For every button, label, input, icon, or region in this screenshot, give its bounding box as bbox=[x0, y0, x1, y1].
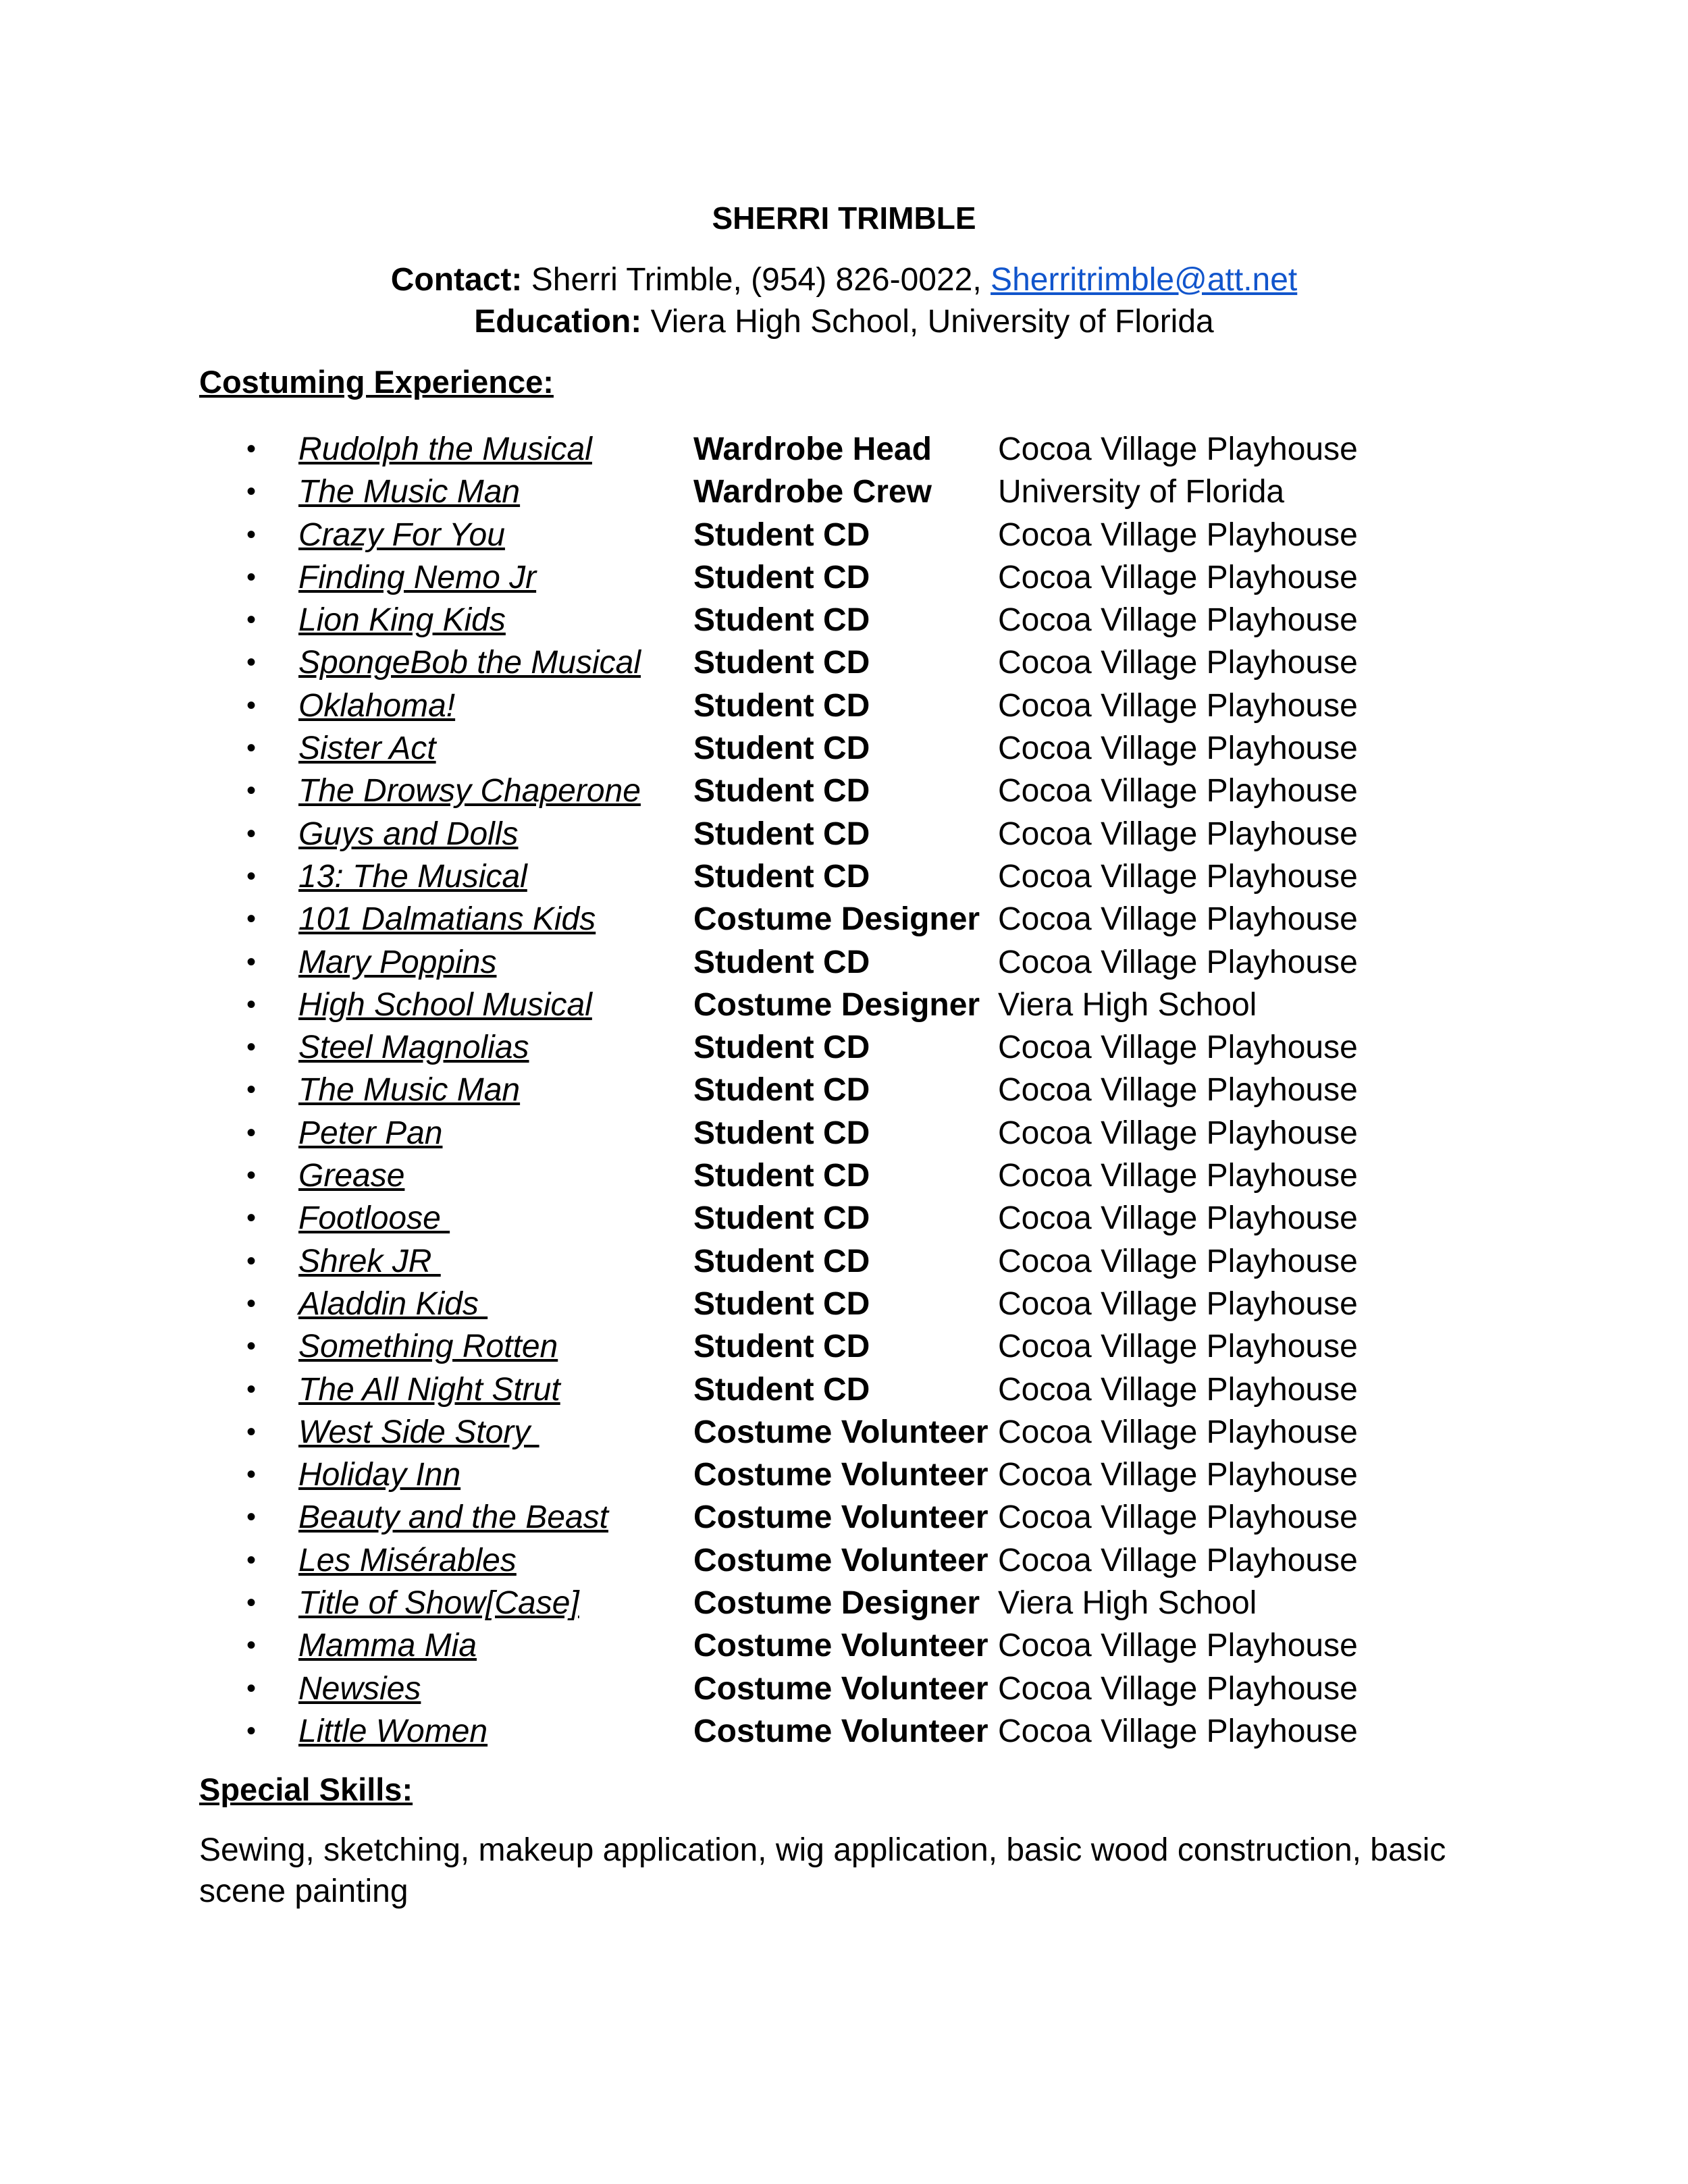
education-label: Education: bbox=[474, 304, 642, 340]
list-item bbox=[0, 428, 1688, 471]
venue-label: Cocoa Village Playhouse bbox=[998, 1329, 1358, 1365]
venue-label: Cocoa Village Playhouse bbox=[998, 1371, 1358, 1408]
venue-label: Cocoa Village Playhouse bbox=[998, 431, 1358, 467]
bullet-icon: • bbox=[246, 776, 257, 806]
role-label: Student CD bbox=[693, 516, 870, 553]
contact-label: Contact: bbox=[390, 262, 523, 298]
venue-label: Cocoa Village Playhouse bbox=[998, 816, 1358, 852]
list-item bbox=[0, 471, 1688, 513]
bullet-icon: • bbox=[246, 1117, 257, 1148]
venue-label: Viera High School bbox=[998, 1585, 1257, 1622]
list-item bbox=[0, 1283, 1688, 1325]
role-label: Student CD bbox=[693, 1115, 870, 1151]
venue-label: Viera High School bbox=[998, 986, 1257, 1023]
show-title: Something Rotten bbox=[298, 1329, 558, 1365]
list-item bbox=[0, 855, 1688, 898]
costuming-list bbox=[0, 428, 1688, 1753]
venue-label: Cocoa Village Playhouse bbox=[998, 901, 1358, 938]
show-title: The Music Man bbox=[298, 474, 521, 510]
show-title: Aladdin Kids bbox=[298, 1285, 488, 1322]
role-label: Student CD bbox=[693, 602, 870, 639]
list-item bbox=[0, 599, 1688, 641]
show-title: Lion King Kids bbox=[298, 602, 506, 639]
venue-label: Cocoa Village Playhouse bbox=[998, 773, 1358, 809]
bullet-icon: • bbox=[246, 1588, 257, 1618]
bullet-icon: • bbox=[246, 1460, 257, 1490]
show-title: West Side Story bbox=[298, 1414, 539, 1450]
venue-label: Cocoa Village Playhouse bbox=[998, 687, 1358, 724]
role-label: Student CD bbox=[693, 858, 870, 895]
role-label: Student CD bbox=[693, 687, 870, 724]
venue-label: Cocoa Village Playhouse bbox=[998, 730, 1358, 767]
show-title: Newsies bbox=[298, 1670, 421, 1707]
show-title: Mary Poppins bbox=[298, 944, 497, 980]
education-line bbox=[0, 302, 1688, 342]
bullet-icon: • bbox=[246, 904, 257, 934]
venue-label: University of Florida bbox=[998, 474, 1285, 510]
list-item bbox=[0, 1112, 1688, 1154]
venue-label: Cocoa Village Playhouse bbox=[998, 1628, 1358, 1664]
venue-label: Cocoa Village Playhouse bbox=[998, 602, 1358, 639]
bullet-icon: • bbox=[246, 1246, 257, 1276]
role-label: Costume Designer bbox=[693, 986, 980, 1023]
venue-label: Cocoa Village Playhouse bbox=[998, 559, 1358, 595]
role-label: Student CD bbox=[693, 1371, 870, 1408]
show-title: Title of Show[Case] bbox=[298, 1585, 579, 1622]
show-title: Beauty and the Beast bbox=[298, 1499, 608, 1536]
list-item bbox=[0, 514, 1688, 556]
venue-label: Cocoa Village Playhouse bbox=[998, 1670, 1358, 1707]
venue-label: Cocoa Village Playhouse bbox=[998, 1542, 1358, 1578]
show-title: Crazy For You bbox=[298, 516, 505, 553]
role-label: Student CD bbox=[693, 1200, 870, 1237]
list-item bbox=[0, 1710, 1688, 1753]
list-item bbox=[0, 1069, 1688, 1111]
show-title: Oklahoma! bbox=[298, 687, 456, 724]
list-item bbox=[0, 1026, 1688, 1069]
role-label: Student CD bbox=[693, 1158, 870, 1194]
show-title: Finding Nemo Jr bbox=[298, 559, 537, 595]
bullet-icon: • bbox=[246, 690, 257, 720]
bullet-icon: • bbox=[246, 1374, 257, 1404]
role-label: Wardrobe Crew bbox=[693, 474, 932, 510]
bullet-icon: • bbox=[246, 519, 257, 550]
show-title: The Drowsy Chaperone bbox=[298, 773, 641, 809]
bullet-icon: • bbox=[246, 1075, 257, 1105]
bullet-icon: • bbox=[246, 605, 257, 635]
bullet-icon: • bbox=[246, 947, 257, 977]
show-title: Peter Pan bbox=[298, 1115, 443, 1151]
bullet-icon: • bbox=[246, 1545, 257, 1575]
venue-label: Cocoa Village Playhouse bbox=[998, 645, 1358, 681]
show-title: Little Women bbox=[298, 1713, 488, 1749]
bullet-icon: • bbox=[246, 989, 257, 1019]
list-item bbox=[0, 1668, 1688, 1710]
role-label: Costume Designer bbox=[693, 901, 980, 938]
bullet-icon: • bbox=[246, 434, 257, 464]
list-item bbox=[0, 727, 1688, 770]
list-item bbox=[0, 1454, 1688, 1496]
list-item bbox=[0, 685, 1688, 727]
contact-line bbox=[0, 260, 1688, 300]
show-title: Sister Act bbox=[298, 730, 436, 767]
contact-text: Sherri Trimble, (954) 826-0022, bbox=[522, 262, 991, 298]
bullet-icon: • bbox=[246, 477, 257, 507]
bullet-icon: • bbox=[246, 1032, 257, 1063]
show-title: Shrek JR bbox=[298, 1243, 441, 1279]
bullet-icon: • bbox=[246, 1630, 257, 1661]
venue-label: Cocoa Village Playhouse bbox=[998, 1285, 1358, 1322]
bullet-icon: • bbox=[246, 562, 257, 592]
role-label: Student CD bbox=[693, 1243, 870, 1279]
list-item bbox=[0, 813, 1688, 855]
show-title: The Music Man bbox=[298, 1072, 521, 1109]
bullet-icon: • bbox=[246, 861, 257, 891]
bullet-icon: • bbox=[246, 1331, 257, 1362]
venue-label: Cocoa Village Playhouse bbox=[998, 1414, 1358, 1450]
bullet-icon: • bbox=[246, 1673, 257, 1703]
bullet-icon: • bbox=[246, 1416, 257, 1447]
venue-label: Cocoa Village Playhouse bbox=[998, 1115, 1358, 1151]
role-label: Student CD bbox=[693, 730, 870, 767]
show-title: Mamma Mia bbox=[298, 1628, 477, 1664]
role-label: Student CD bbox=[693, 816, 870, 852]
costuming-heading: Costuming Experience: bbox=[199, 364, 554, 400]
role-label: Student CD bbox=[693, 1030, 870, 1066]
email-link[interactable]: Sherritrimble@att.net bbox=[991, 262, 1298, 298]
venue-label: Cocoa Village Playhouse bbox=[998, 1713, 1358, 1749]
show-title: Steel Magnolias bbox=[298, 1030, 529, 1066]
show-title: High School Musical bbox=[298, 986, 592, 1023]
show-title: 13: The Musical bbox=[298, 858, 527, 895]
bullet-icon: • bbox=[246, 1161, 257, 1191]
role-label: Student CD bbox=[693, 559, 870, 595]
bullet-icon: • bbox=[246, 818, 257, 849]
venue-label: Cocoa Village Playhouse bbox=[998, 516, 1358, 553]
list-item bbox=[0, 770, 1688, 812]
list-item bbox=[0, 1496, 1688, 1539]
list-item bbox=[0, 1325, 1688, 1368]
bullet-icon: • bbox=[246, 1203, 257, 1233]
show-title: The All Night Strut bbox=[298, 1371, 560, 1408]
show-title: Holiday Inn bbox=[298, 1457, 461, 1493]
list-item bbox=[0, 1368, 1688, 1411]
list-item bbox=[0, 1582, 1688, 1624]
show-title: Guys and Dolls bbox=[298, 816, 519, 852]
role-label: Costume Volunteer bbox=[693, 1713, 988, 1749]
list-item bbox=[0, 1539, 1688, 1582]
show-title: Rudolph the Musical bbox=[298, 431, 592, 467]
role-label: Costume Volunteer bbox=[693, 1670, 988, 1707]
venue-label: Cocoa Village Playhouse bbox=[998, 1243, 1358, 1279]
venue-label: Cocoa Village Playhouse bbox=[998, 858, 1358, 895]
role-label: Costume Volunteer bbox=[693, 1499, 988, 1536]
venue-label: Cocoa Village Playhouse bbox=[998, 1072, 1358, 1109]
bullet-icon: • bbox=[246, 1715, 257, 1746]
show-title: SpongeBob the Musical bbox=[298, 645, 641, 681]
bullet-icon: • bbox=[246, 733, 257, 764]
list-item bbox=[0, 1240, 1688, 1283]
role-label: Costume Volunteer bbox=[693, 1628, 988, 1664]
bullet-icon: • bbox=[246, 1502, 257, 1533]
venue-label: Cocoa Village Playhouse bbox=[998, 1499, 1358, 1536]
venue-label: Cocoa Village Playhouse bbox=[998, 944, 1358, 980]
show-title: Grease bbox=[298, 1158, 405, 1194]
list-item bbox=[0, 941, 1688, 984]
role-label: Student CD bbox=[693, 1285, 870, 1322]
role-label: Wardrobe Head bbox=[693, 431, 932, 467]
role-label: Costume Designer bbox=[693, 1585, 980, 1622]
education-text: Viera High School, University of Florida bbox=[641, 304, 1214, 340]
role-label: Costume Volunteer bbox=[693, 1542, 988, 1578]
role-label: Student CD bbox=[693, 773, 870, 809]
list-item bbox=[0, 898, 1688, 940]
show-title: 101 Dalmatians Kids bbox=[298, 901, 596, 938]
list-item bbox=[0, 641, 1688, 684]
venue-label: Cocoa Village Playhouse bbox=[998, 1457, 1358, 1493]
role-label: Student CD bbox=[693, 1072, 870, 1109]
skills-text: Sewing, sketching, makeup application, wig application, basic wood construction, basic scene painting bbox=[199, 1832, 1446, 1909]
role-label: Costume Volunteer bbox=[693, 1414, 988, 1450]
list-item bbox=[0, 1624, 1688, 1667]
venue-label: Cocoa Village Playhouse bbox=[998, 1158, 1358, 1194]
list-item bbox=[0, 1197, 1688, 1240]
bullet-icon: • bbox=[246, 647, 257, 678]
list-item bbox=[0, 1411, 1688, 1454]
list-item bbox=[0, 556, 1688, 599]
list-item bbox=[0, 1154, 1688, 1197]
role-label: Student CD bbox=[693, 1329, 870, 1365]
bullet-icon: • bbox=[246, 1288, 257, 1319]
role-label: Student CD bbox=[693, 645, 870, 681]
role-label: Student CD bbox=[693, 944, 870, 980]
venue-label: Cocoa Village Playhouse bbox=[998, 1030, 1358, 1066]
show-title: Footloose bbox=[298, 1200, 450, 1237]
show-title: Les Misérables bbox=[298, 1542, 517, 1578]
resume-name: SHERRI TRIMBLE bbox=[712, 201, 976, 236]
venue-label: Cocoa Village Playhouse bbox=[998, 1200, 1358, 1237]
role-label: Costume Volunteer bbox=[693, 1457, 988, 1493]
list-item bbox=[0, 984, 1688, 1026]
skills-heading: Special Skills: bbox=[199, 1772, 413, 1807]
